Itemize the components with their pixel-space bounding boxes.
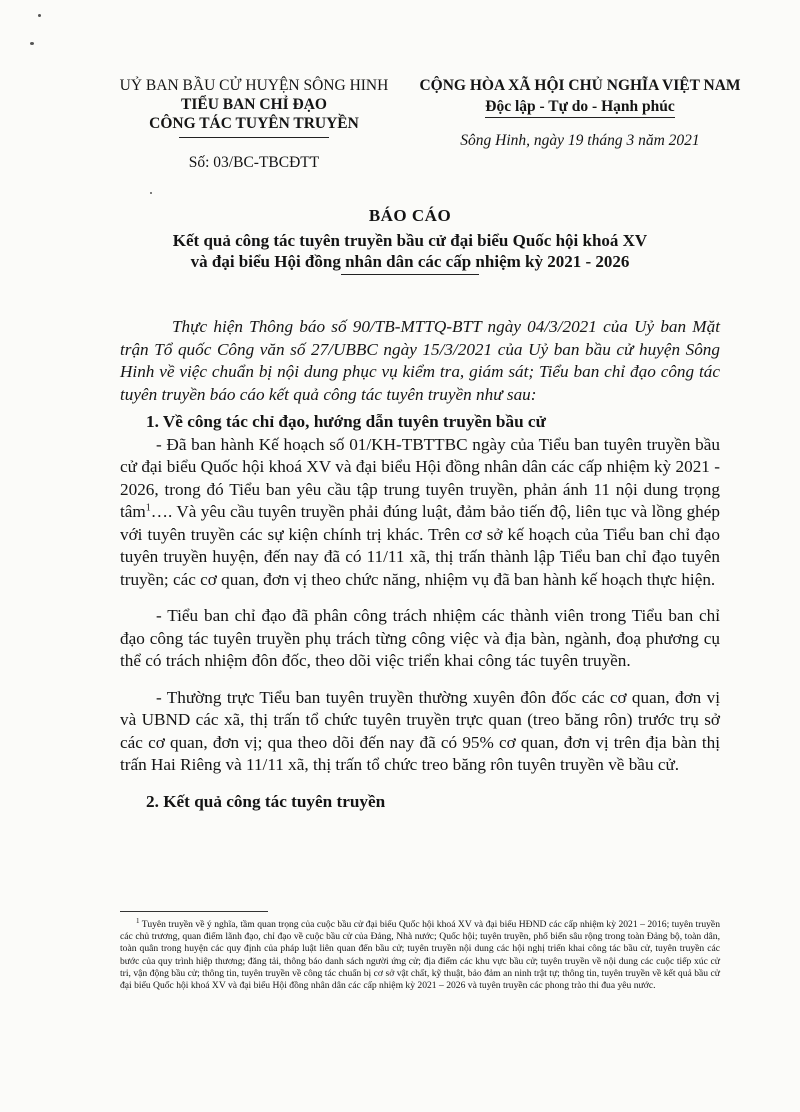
paragraph-3: - Thường trực Tiểu ban tuyên truyền thường xuyên đôn đốc các cơ quan, đơn vị và UBND các xã, thị trấn tổ chức tuyên truyền trực quan (treo băng rôn) trước trụ sở các cơ quan, đơn vị; qua theo dõi đến nay đã có 95% cơ quan, đơn vị trên địa bàn thị trấn Hai Riêng và 11/11 xã, thị trấn tổ chức treo băng rôn tuyên truyền về bầu cử. <box>120 687 720 774</box>
intro-paragraph: Thực hiện Thông báo số 90/TB-MTTQ-BTT ngày 04/3/2021 của Uỷ ban Mặt trận Tổ quốc Công văn số 27/UBBC ngày 15/3/2021 của Uỷ ban bầu cử huyện Sông Hinh về việc chuẩn bị nội dung phục vụ kiểm tra, giám sát; Tiểu ban chỉ đạo công tác tuyên truyền báo cáo kết quả công tác tuyên truyền như sau: <box>120 317 720 404</box>
nation-name: CỘNG HÒA XÃ HỘI CHỦ NGHĨA VIỆT NAM <box>419 77 741 94</box>
paragraph-1-text-b: …. Và yêu cầu tuyên truyền phải đúng luật, đảm bảo tiến độ, liên tục và lồng ghép với tuyên truyền các sự kiện chính trị khác. Trên cơ sở kế hoạch của Tiểu ban chỉ đạo tuyên truyền huyện, đến nay đã có 11/11 xã, thị trấn thành lập Tiểu ban chỉ đạo tuyên truyền; các cơ quan, đơn vị theo chức năng, nhiệm vụ đã ban hành kế hoạch thực hiện. <box>120 502 720 589</box>
report-title-line1: Kết quả công tác tuyên truyền bầu cử đại biểu Quốc hội khoá XV <box>172 231 648 250</box>
report-title-line2: và đại biểu Hội đồng nhân dân các cấp nhiệm kỳ 2021 - 2026 <box>190 252 630 271</box>
paragraph-2: - Tiểu ban chỉ đạo đã phân công trách nhiệm các thành viên trong Tiểu ban chỉ đạo công tác tuyên truyền phụ trách từng công việc và địa bàn, ngành, đoạ phương cụ thể có trách nhiệm đôn đốc, theo dõi việc triển khai công tác tuyên truyền. <box>120 606 720 670</box>
agency-underline <box>179 137 329 138</box>
report-title-block <box>110 206 710 275</box>
section-2-heading: 2. Kết quả công tác tuyên truyền <box>146 791 386 811</box>
title-underline <box>341 274 479 275</box>
agency-name: UỶ BAN BẦU CỬ HUYỆN SÔNG HINH <box>119 77 389 94</box>
sub-committee-name: TIỂU BAN CHỈ ĐẠO <box>181 96 327 113</box>
report-body <box>120 316 720 813</box>
issuing-agency-block <box>104 76 404 172</box>
footnote-reference[interactable]: 1 <box>145 502 151 514</box>
place-and-date: Sông Hinh, ngày 19 tháng 3 năm 2021 <box>460 132 700 149</box>
paragraph-1 <box>120 434 720 592</box>
footnote-text: Tuyên truyền về ý nghĩa, tầm quan trọng của cuộc bầu cử đại biểu Quốc hội khoá XV và đại biểu HĐND các cấp nhiệm kỳ 2021 – 2016; tuyên truyền các chủ trương, quan điểm lãnh đạo, chỉ đạo về cuộc bầu cử của Đảng, Nhà nước; Quốc hội; tuyên truyền, phổ biến sâu rộng trong toàn Đảng bộ, toàn dân, toàn quân trong huyện các quy định của pháp luật liên quan đến bầu cử; tuyên truyền nội dung các hội nghị triển khai công tác bầu cử, tuyên truyền các bước của quy trình hiệp thương; đăng tải, thông báo danh sách người ứng cử; địa điểm các khu vực bầu cử; tuyên truyền về nội dung các cuộc tiếp xúc cử tri, vận động bầu cử; thông tin, tuyên truyền về công tác chuẩn bị cơ sở vật chất, kỹ thuật, bảo đảm an ninh trật tự; thông tin, tuyên truyền về kết quả bầu cử đại biểu Quốc hội khoá XV và đại biểu Hội đồng nhân dân các cấp nhiệm kỳ 2021 – 2026 và tuyên truyền các phong trào thi đua yêu nước. <box>120 919 720 992</box>
sub-committee-function: CÔNG TÁC TUYÊN TRUYỀN <box>149 115 359 132</box>
footnote <box>120 916 720 992</box>
footnote-separator <box>120 911 268 912</box>
document-number: Số: 03/BC-TBCĐTT <box>188 154 320 171</box>
national-heading-block <box>410 76 750 150</box>
footnote-number: 1 <box>136 916 140 925</box>
scan-speck <box>30 42 34 45</box>
scan-speck <box>150 192 152 194</box>
section-1-heading: 1. Về công tác chỉ đạo, hướng dẫn tuyên truyền bầu cử <box>146 412 546 431</box>
paragraph-1-text-a: - Đã ban hành Kế hoạch số 01/KH-TBTTBC ngày của Tiểu ban tuyên truyền bầu cử đại biểu Quốc hội khoá XV và đại biểu Hội đồng nhân dân các cấp nhiệm kỳ 2021 - 2026, trong đó Tiểu ban yêu cầu tập trung tuyên truyền, phản ánh 11 nội dung trọng tâm <box>120 434 720 521</box>
national-motto: Độc lập - Tự do - Hạnh phúc <box>485 97 674 118</box>
scan-speck <box>38 14 41 17</box>
report-type: BÁO CÁO <box>368 206 452 225</box>
